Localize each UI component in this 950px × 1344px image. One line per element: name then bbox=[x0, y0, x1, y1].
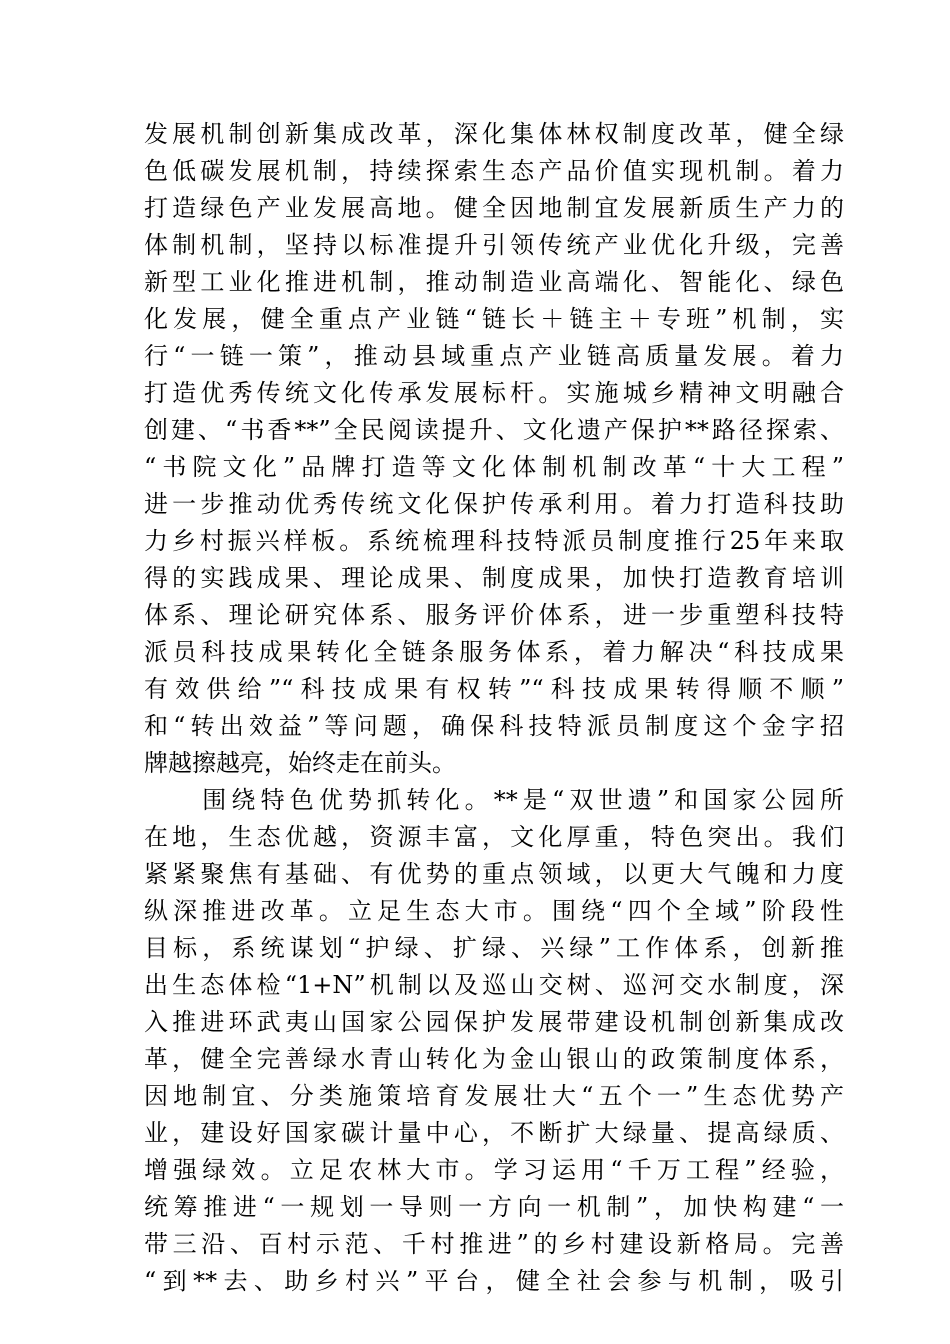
text-line: 打造优秀传统文化传承发展标杆。实施城乡精神文明融合 bbox=[144, 379, 844, 407]
text-line: 统筹推进“一规划一导则一方向一机制”，加快构建“一 bbox=[144, 1193, 844, 1221]
text-line: 有效供给”“科技成果有权转”“科技成果转得顺不顺” bbox=[144, 675, 844, 703]
text-line: 色低碳发展机制，持续探索生态产品价值实现机制。着力 bbox=[144, 157, 844, 185]
text-line: 带三沿、百村示范、千村推进”的乡村建设新格局。完善 bbox=[144, 1230, 844, 1258]
text-line: 发展机制创新集成改革，深化集体林权制度改革，健全绿 bbox=[144, 120, 844, 148]
text-line: 体制机制，坚持以标准提升引领传统产业优化升级，完善 bbox=[144, 231, 844, 259]
text-line: 业，建设好国家碳计量中心，不断扩大绿量、提高绿质、 bbox=[144, 1119, 844, 1147]
body-text bbox=[144, 116, 844, 1300]
text-line: 得的实践成果、理论成果、制度成果，加快打造教育培训 bbox=[144, 564, 844, 592]
text-line: 入推进环武夷山国家公园保护发展带建设机制创新集成改 bbox=[144, 1008, 844, 1036]
text-line: 出生态体检“1+N”机制以及巡山交树、巡河交水制度，深 bbox=[144, 971, 844, 999]
text-line: 体系、理论研究体系、服务评价体系，进一步重塑科技特 bbox=[144, 601, 844, 629]
text-line: 化发展，健全重点产业链“链长＋链主＋专班”机制，实 bbox=[144, 305, 844, 333]
text-line: 增强绿效。立足农林大市。学习运用“千万工程”经验， bbox=[144, 1156, 844, 1184]
text-line: 革，健全完善绿水青山转化为金山银山的政策制度体系， bbox=[144, 1045, 844, 1073]
text-line: 力乡村振兴样板。系统梳理科技特派员制度推行25年来取 bbox=[144, 527, 844, 555]
text-line: 目标，系统谋划“护绿、扩绿、兴绿”工作体系，创新推 bbox=[144, 934, 844, 962]
text-line: 牌越擦越亮，始终走在前头。 bbox=[144, 749, 456, 777]
text-line: 新型工业化推进机制，推动制造业高端化、智能化、绿色 bbox=[144, 268, 844, 296]
text-line: 进一步推动优秀传统文化保护传承利用。着力打造科技助 bbox=[144, 490, 844, 518]
text-line: 打造绿色产业发展高地。健全因地制宜发展新质生产力的 bbox=[144, 194, 844, 222]
text-line: 派员科技成果转化全链条服务体系，着力解决“科技成果 bbox=[144, 638, 844, 666]
text-line: “到**去、助乡村兴”平台，健全社会参与机制，吸引 bbox=[144, 1267, 844, 1295]
text-line: “书院文化”品牌打造等文化体制机制改革“十大工程” bbox=[144, 453, 844, 481]
text-line: 紧紧聚焦有基础、有优势的重点领域，以更大气魄和力度 bbox=[144, 860, 844, 888]
text-line: 在地，生态优越，资源丰富，文化厚重，特色突出。我们 bbox=[144, 823, 844, 851]
text-line: 和“转出效益”等问题，确保科技特派员制度这个金字招 bbox=[144, 712, 844, 740]
text-line: 创建、“书香**”全民阅读提升、文化遗产保护**路径探索、 bbox=[144, 416, 844, 444]
paragraph-first-line: 围绕特色优势抓转化。**是“双世遗”和国家公园所 bbox=[144, 786, 844, 814]
text-line: 因地制宜、分类施策培育发展壮大“五个一”生态优势产 bbox=[144, 1082, 844, 1110]
text-line: 行“一链一策”，推动县域重点产业链高质量发展。着力 bbox=[144, 342, 844, 370]
text-line: 纵深推进改革。立足生态大市。围绕“四个全域”阶段性 bbox=[144, 897, 844, 925]
